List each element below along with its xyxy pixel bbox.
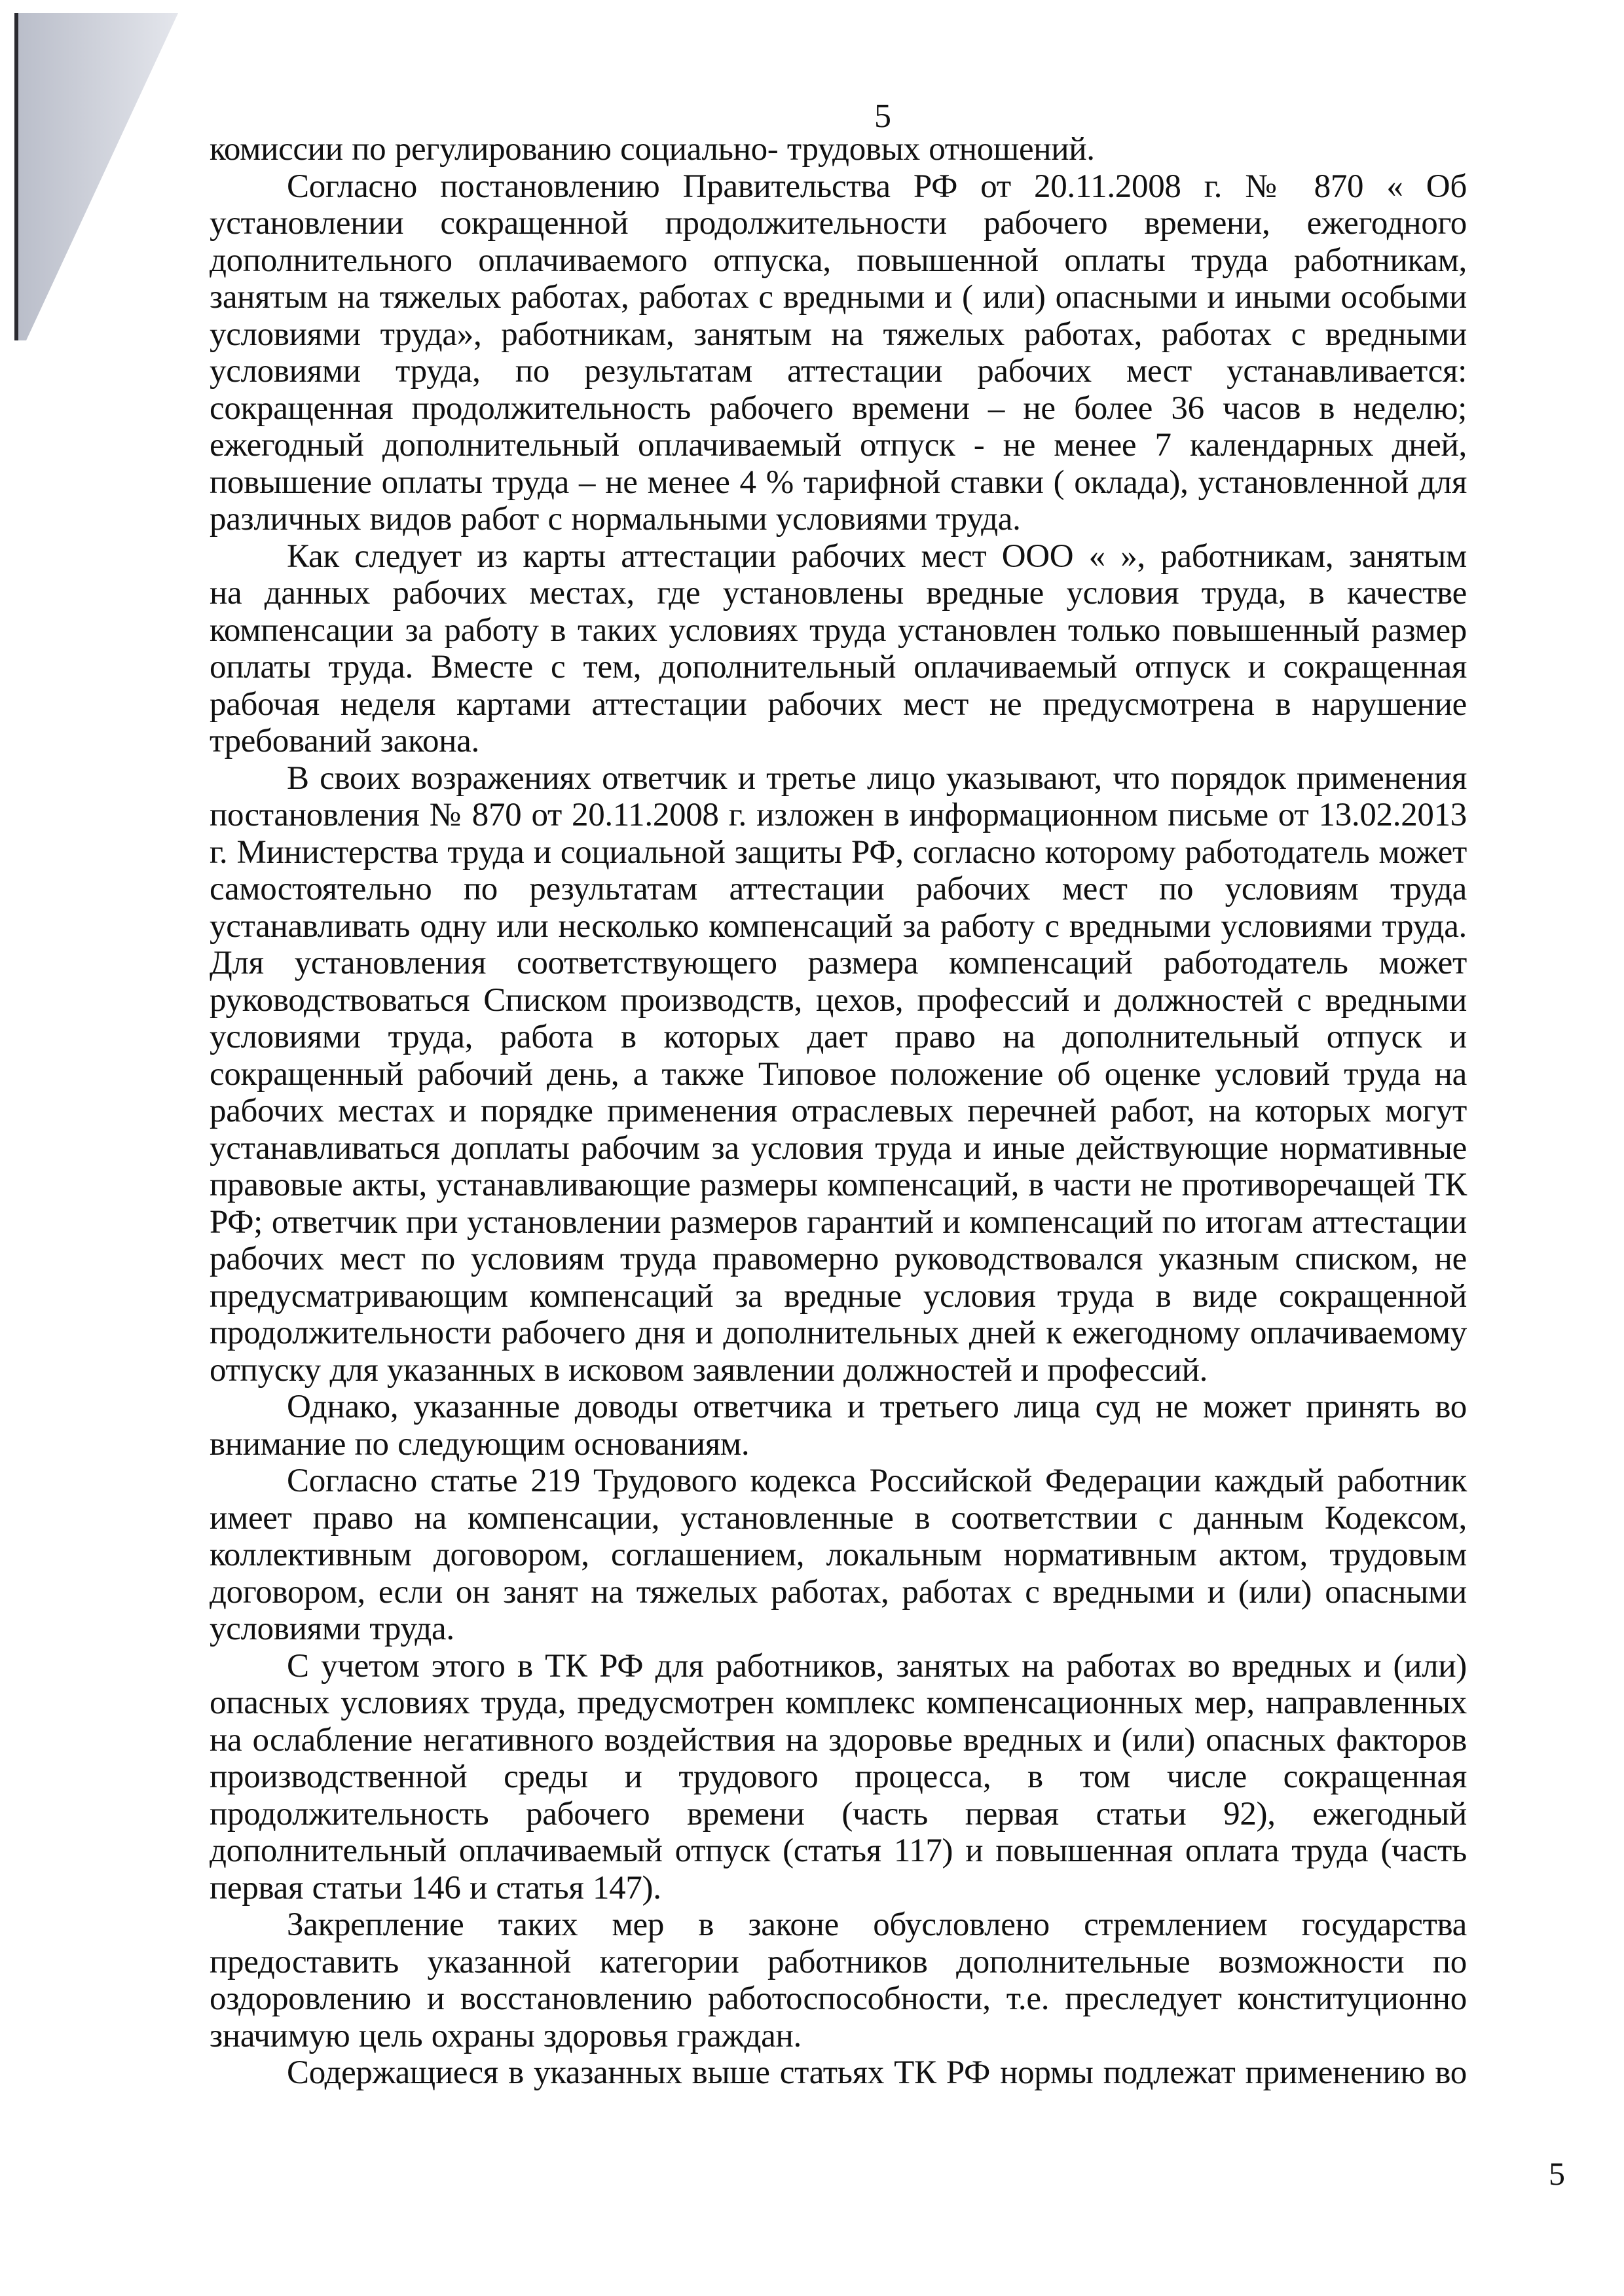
- scan-shadow-wedge: [14, 13, 178, 340]
- text-line: условиями труда.: [210, 1611, 454, 1647]
- text-line: оплаты труда. Вместе с тем, дополнительный оплачиваемый отпуск и сокращенная: [210, 649, 1467, 685]
- text-line: оздоровлению и восстановлению работоспособности, т.е. преследует конституционно: [210, 1980, 1467, 2017]
- text-line: производственной среды и трудового процесса, в том числе сокращенная: [210, 1758, 1467, 1795]
- text-line: сокращенная продолжительность рабочего времени – не более 36 часов в неделю;: [210, 390, 1467, 427]
- text-line: занятым на тяжелых работах, работах с вредными и ( или) опасными и иными особыми: [210, 279, 1467, 316]
- text-line: предоставить указанной категории работников дополнительные возможности по: [210, 1943, 1467, 1980]
- text-line: устанавливать одну или несколько компенсаций за работу с вредными условиями труда.: [210, 907, 1467, 945]
- page-number-top: 5: [874, 98, 891, 135]
- text-line: договором, если он занят на тяжелых работах, работах с вредными и (или) опасными: [210, 1573, 1467, 1611]
- text-line: Для установления соответствующего размера компенсаций работодатель может: [210, 945, 1467, 981]
- text-line: рабочих мест по условиям труда правомерно руководствовался указным списком, не: [210, 1241, 1467, 1277]
- text-line: комиссии по регулированию социально- трудовых отношений.: [210, 131, 1095, 168]
- text-line: самостоятельно по результатам аттестации рабочих мест по условиям труда: [210, 871, 1467, 907]
- text-line: руководствоваться Списком производств, цехов, профессий и должностей с вредными: [210, 981, 1467, 1019]
- text-line: РФ; ответчик при установлении размеров гарантий и компенсаций по итогам аттестации: [210, 1203, 1467, 1241]
- text-line: В своих возражениях ответчик и третье лицо указывают, что порядок применения: [287, 759, 1467, 797]
- text-line: сокращенный рабочий день, а также Типовое положение об оценке условий труда на: [210, 1055, 1467, 1093]
- text-line: условиями труда, работа в которых дает право на дополнительный отпуск и: [210, 1019, 1467, 1055]
- text-line: различных видов работ с нормальными условиями труда.: [210, 501, 1021, 538]
- text-line: Как следует из карты аттестации рабочих мест ООО « », работникам, занятым: [287, 538, 1467, 575]
- text-line: повышение оплаты труда – не менее 4 % тарифной ставки ( оклада), установленной для: [210, 464, 1467, 501]
- text-line: Согласно статье 219 Трудового кодекса Российской Федерации каждый работник: [287, 1463, 1467, 1499]
- text-line: на ослабление негативного воздействия на здоровье вредных и (или) опасных факторов: [210, 1721, 1467, 1758]
- text-line: рабочих местах и порядке применения отраслевых перечней работ, на которых могут: [210, 1093, 1467, 1129]
- text-line: продолжительности рабочего дня и дополнительных дней к ежегодному оплачиваемому: [210, 1315, 1467, 1351]
- document-body: [210, 131, 1467, 2092]
- text-line: компенсации за работу в таких условиях труда установлен только повышенный размер: [210, 611, 1467, 649]
- page-number-bottom: 5: [1549, 2155, 1565, 2192]
- text-line: С учетом этого в ТК РФ для работников, занятых на работах во вредных и (или): [287, 1647, 1467, 1685]
- text-line: предусматривающим компенсаций за вредные условия труда в виде сокращенной: [210, 1277, 1467, 1315]
- text-line: дополнительный оплачиваемый отпуск (статья 117) и повышенная оплата труда (часть: [210, 1832, 1467, 1869]
- text-line: требований закона.: [210, 723, 479, 759]
- text-line: на данных рабочих местах, где установлены вредные условия труда, в качестве: [210, 575, 1467, 611]
- text-line: условиями труда, по результатам аттестации рабочих мест устанавливается:: [210, 353, 1467, 390]
- text-line: установлении сокращенной продолжительности рабочего времени, ежегодного: [210, 205, 1467, 242]
- text-line: Однако, указанные доводы ответчика и третьего лица суд не может принять во: [287, 1389, 1467, 1425]
- text-line: первая статьи 146 и статья 147).: [210, 1869, 661, 1906]
- text-line: имеет право на компенсации, установленные в соответствии с данным Кодексом,: [210, 1499, 1467, 1537]
- text-line: дополнительного оплачиваемого отпуска, повышенной оплаты труда работникам,: [210, 242, 1467, 279]
- text-line: значимую цель охраны здоровья граждан.: [210, 2017, 802, 2054]
- text-line: Содержащиеся в указанных выше статьях ТК РФ нормы подлежат применению во: [287, 2054, 1467, 2091]
- text-line: ежегодный дополнительный оплачиваемый отпуск - не менее 7 календарных дней,: [210, 427, 1467, 464]
- text-line: опасных условиях труда, предусмотрен комплекс компенсационных мер, направленных: [210, 1685, 1467, 1721]
- text-line: устанавливаться доплаты рабочим за условия труда и иные действующие нормативные: [210, 1129, 1467, 1167]
- text-line: постановления № 870 от 20.11.2008 г. изложен в информационном письме от 13.02.2013: [210, 797, 1467, 833]
- text-line: Закрепление таких мер в законе обусловлено стремлением государства: [287, 1906, 1467, 1943]
- text-line: правовые акты, устанавливающие размеры компенсаций, в части не противоречащей ТК: [210, 1167, 1467, 1203]
- scan-edge-line: [14, 13, 18, 340]
- text-line: внимание по следующим основаниям.: [210, 1425, 750, 1463]
- text-line: продолжительность рабочего времени (часть первая статьи 92), ежегодный: [210, 1795, 1467, 1832]
- text-line: коллективным договором, соглашением, локальным нормативным актом, трудовым: [210, 1537, 1467, 1573]
- text-line: условиями труда», работникам, занятым на тяжелых работах, работах с вредными: [210, 316, 1467, 353]
- text-line: Согласно постановлению Правительства РФ от 20.11.2008 г. № 870 « Об: [287, 168, 1467, 205]
- text-line: отпуску для указанных в исковом заявлении должностей и профессий.: [210, 1351, 1208, 1389]
- text-line: рабочая неделя картами аттестации рабочих мест не предусмотрена в нарушение: [210, 685, 1467, 723]
- text-line: г. Министерства труда и социальной защиты РФ, согласно которому работодатель может: [210, 833, 1467, 871]
